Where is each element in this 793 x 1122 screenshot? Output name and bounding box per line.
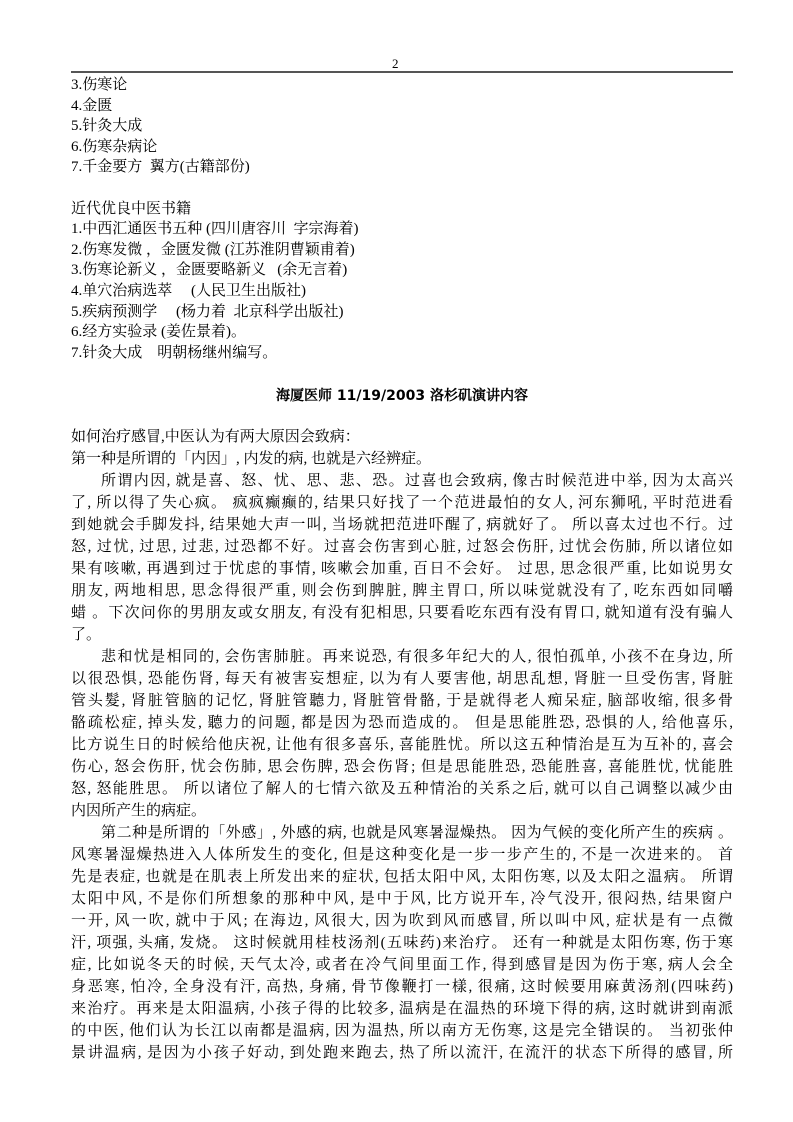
paragraph-line: 如何治疗感冒,中医认为有两大原因会致病： xyxy=(71,429,360,445)
paragraph-line: 所谓内因, 就是喜、怒、忧、思、悲、恐。过喜也会致病, 像古时候范进中举, 因为太高兴 xyxy=(101,473,733,489)
lecture-body xyxy=(71,426,733,1064)
paragraph-line: 的中医, 他们认为长江以南都是温病, 因为温热, 所以南方无伤寒, 这是完全错误的。 当初张仲 xyxy=(71,1023,733,1039)
list-item: 5.针灸大成 xyxy=(71,118,143,135)
paragraph-line: 怒, 过忧, 过思, 过悲, 过恐都不好。过喜会伤害到心脏, 过怒会伤肝, 过忧会伤肺, 所以诸位如 xyxy=(71,539,733,555)
paragraph-line: 汗, 项强, 头痛, 发烧。 这时候就用桂枝汤剂(五味药)来治疗。 还有一种就是太阳伤寒, 伤于寒 xyxy=(71,935,733,951)
paragraph-line: 一开, 风一吹, 就中于风; 在海边, 风很大, 因为吹到风而感冒, 所以叫中风, 症状是有一点微 xyxy=(71,913,733,929)
paragraph xyxy=(71,470,733,646)
paragraph-line: 伤心, 怒会伤肝, 忧会伤肺, 思会伤脾, 恐会伤肾; 但是思能胜恐, 恐能胜喜, 喜能胜忧, 忧能胜 xyxy=(71,759,733,775)
header-rule xyxy=(71,71,733,73)
spacer xyxy=(71,178,733,199)
paragraph-line: 果有咳嗽, 再遇到过于忧虑的事情, 咳嗽会加重, 百日不会好。 过思, 思念很严重, 比如说男女 xyxy=(71,561,733,577)
paragraph-line: 比方说生日的时候给他庆祝, 让他有很多喜乐, 喜能胜忧。所以这五种情治是互为互补的, 喜会 xyxy=(71,737,733,753)
paragraph xyxy=(71,426,733,448)
paragraph-line: 了, 所以得了失心疯。 疯疯癫癫的, 结果只好找了一个范进最怕的女人, 河东狮吼, 平时范进看 xyxy=(71,495,733,511)
paragraph xyxy=(71,646,733,822)
paragraph-line: 骼疏松症, 掉头发, 聽力的问题, 都是因为恐而造成的。 但是思能胜恐, 恐惧的人, 给他喜乐, xyxy=(71,715,733,731)
list-item: 1.中西汇通医书五种 (四川唐容川 字宗海着) xyxy=(71,221,359,238)
paragraph-line: 到她就会手脚发抖, 结果她大声一叫, 当场就把范进吓醒了, 病就好了。 所以喜太过也不行。过 xyxy=(71,517,733,533)
paragraph-line: 管头髮, 肾脏管脑的记忆, 肾脏管聽力, 肾脏管骨骼, 于是就得老人痴呆症, 脑部收缩, 很多骨 xyxy=(71,693,733,709)
section-heading: 近代优良中医书籍 xyxy=(71,200,192,217)
paragraph xyxy=(71,448,733,470)
list-item: 3.伤寒论新义 ，金匮要略新义 (余无言着) xyxy=(71,262,348,279)
list-item: 6.伤寒杂病论 xyxy=(71,138,158,155)
list-item: 4.单穴治病选萃 (人民卫生出版社) xyxy=(71,282,306,299)
paragraph-line: 悲和忧是相同的, 会伤害肺脏。再来说恐, 有很多年纪大的人, 很怕孤单, 小孩不在身边, 所 xyxy=(101,649,733,665)
paragraph-line: 太阳中风, 不是你们所想象的那种中风, 是中于风, 比方说开车, 冷气没开, 很闷热, 结果窗户 xyxy=(71,891,733,907)
paragraph-line: 风寒暑湿燥热进入人体所发生的变化, 但是这种变化是一步一步产生的, 不是一次进来的。 首 xyxy=(71,847,733,863)
paragraph-line: 内因所产生的病症。 xyxy=(71,803,207,819)
paragraph-line: 以很恐惧, 恐能伤肾, 每天有被害妄想症, 以为有人要害他, 胡思乱想, 肾脏一旦受伤害, 肾脏 xyxy=(71,671,733,687)
paragraph-line: 来治疗。再来是太阳温病, 小孩子得的比较多, 温病是在温热的环境下得的病, 这时就讲到南派 xyxy=(71,1001,733,1017)
list-item: 7.针灸大成 明朝杨继州编写。 xyxy=(71,344,278,361)
paragraph-line: 第二种是所谓的「外感」, 外感的病, 也就是风寒暑湿燥热。 因为气候的变化所产生的疾病 。 xyxy=(101,825,733,841)
page-number: 2 xyxy=(392,56,399,71)
paragraph-line: 先是表症, 也就是在肌表上所发出来的症状, 包括太阳中风, 太阳伤寒, 以及太阳之温病。 所谓 xyxy=(71,869,733,885)
paragraph-line: 蜡 。下次问你的男朋友或女朋友, 有没有犯相思, 只要看吃东西有没有胃口, 就知道有没有骗人 xyxy=(71,605,733,621)
list-item: 2.伤寒发微 ，金匮发微 (江苏淮阴曹颖甫着) xyxy=(71,241,355,258)
paragraph-line: 景讲温病, 是因为小孩子好动, 到处跑来跑去, 热了所以流汗, 在流汗的状态下所得的感冒, 所 xyxy=(71,1045,733,1061)
paragraph xyxy=(71,822,733,1064)
list-item: 5.疾病预测学 (杨力着 北京科学出版社) xyxy=(71,303,344,320)
paragraph-line: 怒, 怒能胜思。 所以诸位了解人的七情六欲及五种情治的关系之后, 就可以自己调整以减少由 xyxy=(71,781,733,797)
paragraph-line: 了。 xyxy=(71,627,102,643)
paragraph-line: 朋友, 两地相思, 思念得很严重, 则会伤到脾脏, 脾主胃口, 所以味觉就没有了, 吃东西如同嚼 xyxy=(71,583,733,599)
list-item: 3.伤寒论 xyxy=(71,77,128,93)
book-lists xyxy=(71,75,733,363)
paragraph-line: 身恶寒, 怕冷, 全身没有汗, 高热, 身痛, 骨节像鞭打一樣, 很痛, 这时候要用麻黄汤剂(四味药) xyxy=(71,979,733,995)
paragraph-line: 症, 比如说冬天的时候, 天气太冷, 或者在冷气间里面工作, 得到感冒是因为伤于寒, 病人会全 xyxy=(71,957,733,973)
list-item: 4.金匮 xyxy=(71,97,113,114)
paragraph-line: 第一种是所谓的「内因」, 内发的病, 也就是六经辨症。 xyxy=(71,451,432,467)
list-item: 6.经方实验录 (姜佐景着)。 xyxy=(71,324,246,341)
lecture-title: 海厦医师 11/19/2003 洛杉矶演讲内容 xyxy=(276,388,528,404)
list-item: 7.千金要方 翼方(古籍部份) xyxy=(71,159,250,176)
